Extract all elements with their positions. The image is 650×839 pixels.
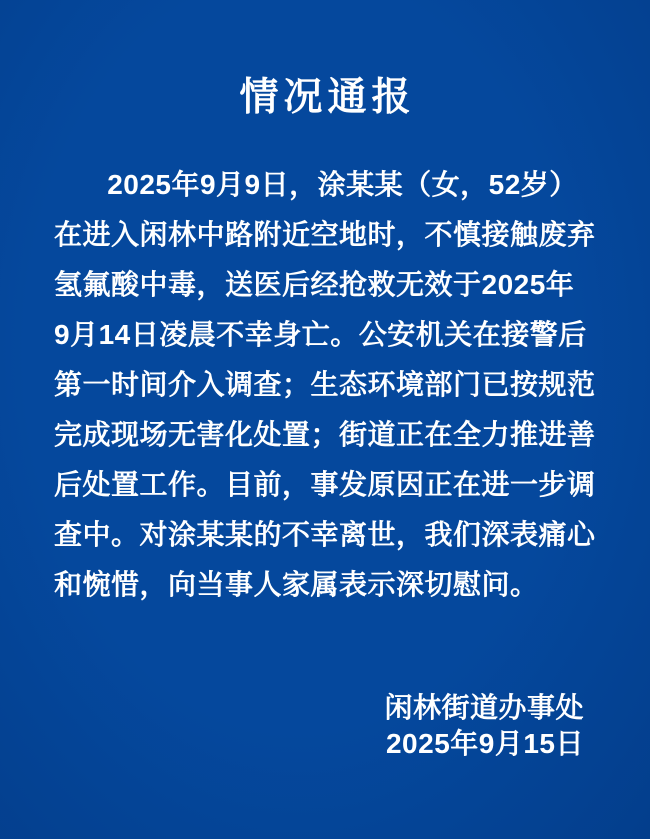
body-line: 后处置工作。目前，事发原因正在进一步调: [54, 469, 596, 500]
body-line: 在进入闲林中路附近空地时，不慎接触废弃: [54, 219, 596, 250]
signature-issuer: 闲林街道办事处: [384, 692, 584, 723]
body-line: 完成现场无害化处置；街道正在全力推进善: [54, 419, 596, 450]
notice-signature: [0, 690, 650, 762]
body-line: 查中。对涂某某的不幸离世，我们深表痛心: [54, 519, 596, 550]
notice-body: [0, 160, 650, 610]
body-line: 第一时间介入调查；生态环境部门已按规范: [54, 369, 596, 400]
signature-date: 2025年9月15日: [385, 728, 584, 759]
body-line: 和惋惜，向当事人家属表示深切慰问。: [54, 569, 539, 600]
notice-title: 情况通报: [239, 76, 416, 119]
body-line: 9月14日凌晨不幸身亡。公安机关在接警后: [54, 319, 587, 350]
body-line: 氢氟酸中毒，送医后经抢救无效于2025年: [54, 269, 575, 300]
body-line: 2025年9月9日，涂某某（女，52岁）: [107, 169, 578, 200]
